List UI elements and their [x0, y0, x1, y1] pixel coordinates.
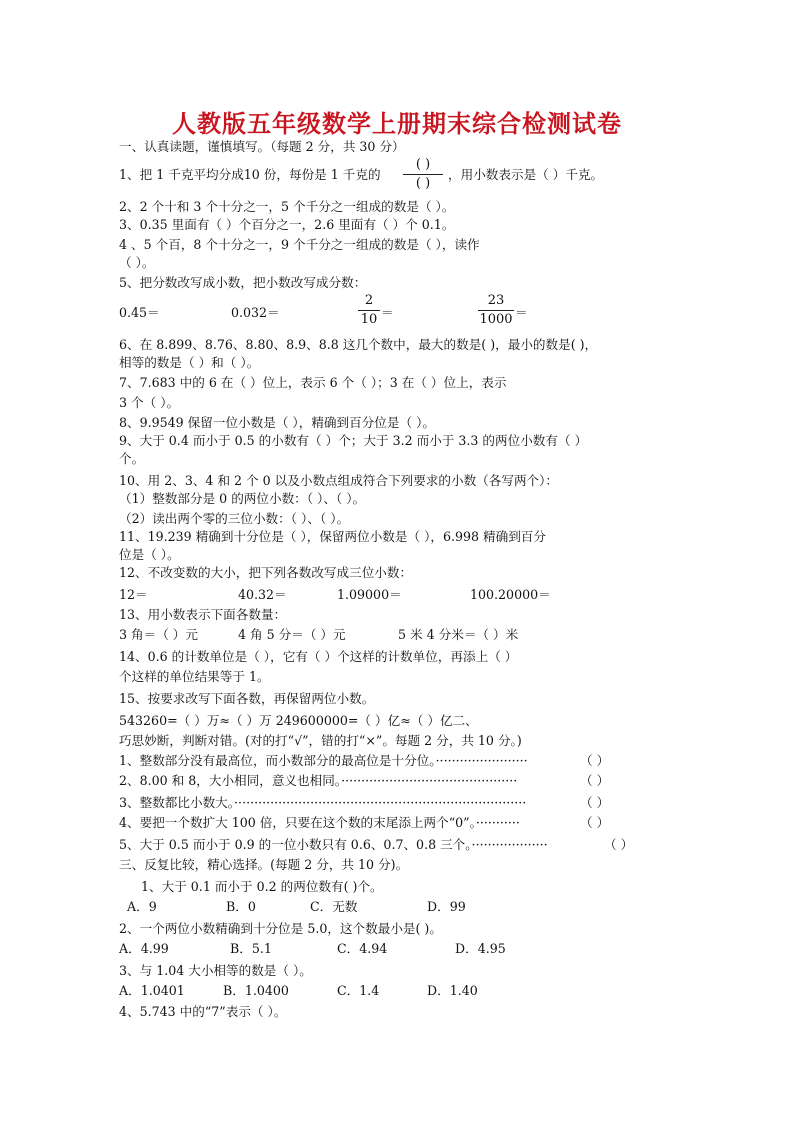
- question-15-line: 543260=（ ）万≈（ ）万 249600000=（ ）亿≈（ ）亿二、: [119, 713, 478, 728]
- q5-item-a: 0.45＝: [119, 305, 160, 320]
- judge-item-2: 2、8.00 和 8，大小相同，意义也相同。············································: [119, 773, 518, 788]
- q12-item-4: 100.20000＝: [470, 587, 551, 602]
- choice-question-3: 3、与 1.04 大小相等的数是（ ）。: [119, 963, 312, 978]
- q12-item-1: 12＝: [119, 587, 148, 602]
- question-5: 5、把分数改写成小数，把小数改写成分数：: [119, 275, 367, 290]
- question-6-line1: 6、在 8.899、8.76、8.80、8.9、8.8 这几个数中，最大的数是( )，最小的数是( )，: [119, 337, 598, 352]
- question-11-line1: 11、19.239 精确到十分位是（ ），保留两位小数是（ ），6.998 精确到百分: [119, 529, 546, 544]
- choice-1-option-d: D．99: [427, 899, 466, 914]
- choice-2-option-a: A．4.99: [119, 941, 169, 956]
- judge-item-4-mark: （ ）: [580, 815, 610, 830]
- question-8: 8、9.9549 保留一位小数是（ ），精确到百分位是（ ）。: [119, 415, 435, 430]
- section1-header: 一、认真读题，谨慎填写。（每题 2 分，共 30 分）: [119, 139, 405, 154]
- choice-3-option-a: A．1.0401: [119, 983, 185, 998]
- q13-item-2: 4 角 5 分＝（ ）元: [238, 627, 346, 642]
- q5-fraction-d-equals: ＝: [515, 305, 528, 320]
- fraction-bar: [478, 310, 514, 311]
- question-15: 15、按要求改写下面各数，再保留两位小数。: [119, 691, 375, 706]
- q5-item-b: 0.032＝: [231, 305, 280, 320]
- choice-1-option-b: B．0: [226, 899, 256, 914]
- question-13: 13、用小数表示下面各数量：: [119, 607, 287, 622]
- judge-item-4: 4、要把一个数扩大 100 倍，只要在这个数的末尾添上两个“0”。···········: [119, 815, 520, 830]
- choice-1-option-a: A．9: [127, 899, 157, 914]
- choice-3-option-c: C．1.4: [337, 983, 380, 998]
- question-14-line2: 个这样的单位结果等于 1。: [119, 669, 270, 684]
- q13-item-1: 3 角＝（ ）元: [119, 627, 198, 642]
- q5-fraction-c: [358, 293, 380, 328]
- choice-2-option-c: C．4.94: [337, 941, 388, 956]
- q5-fraction-d-numerator: 23: [487, 293, 505, 308]
- fraction-denominator: ( ): [415, 176, 431, 191]
- choice-1-option-c: C．无数: [310, 899, 358, 914]
- question-9-line2: 个。: [119, 451, 145, 466]
- question-6-line2: 相等的数是（ ）和（ ）。: [119, 355, 260, 370]
- fraction-bar: [358, 310, 380, 311]
- question-11-line2: 位是（ ）。: [119, 547, 180, 562]
- exam-title: 人教版五年级数学上册期末综合检测试卷: [172, 110, 622, 138]
- question-3: 3、0.35 里面有（ ）个百分之一，2.6 里面有（ ）个 0.1。: [119, 217, 455, 232]
- judge-item-1: 1、整数部分没有最高位，而小数部分的最高位是十分位。·······················: [119, 753, 528, 768]
- question-2: 2、2 个十和 3 个十分之一，5 个千分之一组成的数是（ ）。: [119, 199, 455, 214]
- choice-question-2: 2、一个两位小数精确到十分位是 5.0，这个数最小是( )。: [119, 921, 442, 936]
- question-10-part1: （1）整数部分是 0 的两位小数：（ ）、（ ）。: [119, 491, 366, 506]
- fraction-numerator: ( ): [415, 157, 431, 172]
- judge-item-2-mark: （ ）: [580, 773, 610, 788]
- section2-header: 巧思妙断，判断对错。(对的打“√”，错的打“×”。每题 2 分，共 10 分。): [119, 733, 522, 748]
- question-14-line1: 14、0.6 的计数单位是（ ），它有（ ）个这样的计数单位，再添上（ ）: [119, 649, 518, 664]
- choice-2-option-b: B．5.1: [230, 941, 272, 956]
- judge-item-1-mark: （ ）: [580, 753, 610, 768]
- question-4-line1: 4 、5 个百，8 个十分之一，9 个千分之一组成的数是（ ），读作: [119, 237, 480, 252]
- q12-item-2: 40.32＝: [238, 587, 287, 602]
- judge-item-5-mark: （ ）: [604, 837, 634, 852]
- q12-item-3: 1.09000＝: [337, 587, 402, 602]
- blank-fraction: [403, 157, 443, 192]
- judge-item-3-mark: （ ）: [580, 795, 610, 810]
- question-1-suffix: ，用小数表示是（ ）千克。: [448, 167, 604, 182]
- choice-3-option-b: B．1.0400: [223, 983, 289, 998]
- choice-question-4: 4、5.743 中的“7”表示（ ）。: [119, 1004, 287, 1019]
- q5-fraction-c-numerator: 2: [364, 293, 374, 308]
- question-1-prefix: 1、把 1 千克平均分成10 份，每份是 1 千克的: [119, 167, 381, 182]
- question-4-line2: （ ）。: [119, 255, 155, 270]
- question-7-line1: 7、7.683 中的 6 在（ ）位上，表示 6 个（ ）；3 在（ ）位上，表示: [119, 375, 507, 390]
- q5-fraction-d: [478, 293, 514, 328]
- choice-3-option-d: D．1.40: [427, 983, 478, 998]
- question-9-line1: 9、大于 0.4 而小于 0.5 的小数有（ ）个；大于 3.2 而小于 3.3 的两位小数有（ ）: [119, 433, 588, 448]
- judge-item-5: 5、大于 0.5 而小于 0.9 的一位小数只有 0.6、0.7、0.8 三个。···················: [119, 837, 548, 852]
- choice-2-option-d: D．4.95: [455, 941, 506, 956]
- question-7-line2: 3 个（ ）。: [119, 395, 180, 410]
- section3-header: 三、反复比较，精心选择。(每题 2 分，共 10 分)。: [119, 857, 409, 872]
- q5-fraction-d-denominator: 1000: [479, 312, 513, 327]
- question-10-part2: （2）读出两个零的三位小数：（ ）、（ ）。: [119, 511, 350, 526]
- question-10: 10、用 2、3、4 和 2 个 0 以及小数点组成符合下列要求的小数（各写两个）：: [119, 473, 559, 488]
- choice-question-1: 1、大于 0.1 而小于 0.2 的两位数有( )个。: [141, 879, 383, 894]
- q5-fraction-c-equals: ＝: [381, 305, 394, 320]
- q5-fraction-c-denominator: 10: [360, 312, 378, 327]
- question-12: 12、不改变数的大小，把下列各数改写成三位小数：: [119, 565, 413, 580]
- fraction-bar: [403, 174, 443, 175]
- judge-item-3: 3、整数都比小数大。·········································································: [119, 795, 527, 810]
- q13-item-3: 5 米 4 分米＝（ ）米: [398, 627, 519, 642]
